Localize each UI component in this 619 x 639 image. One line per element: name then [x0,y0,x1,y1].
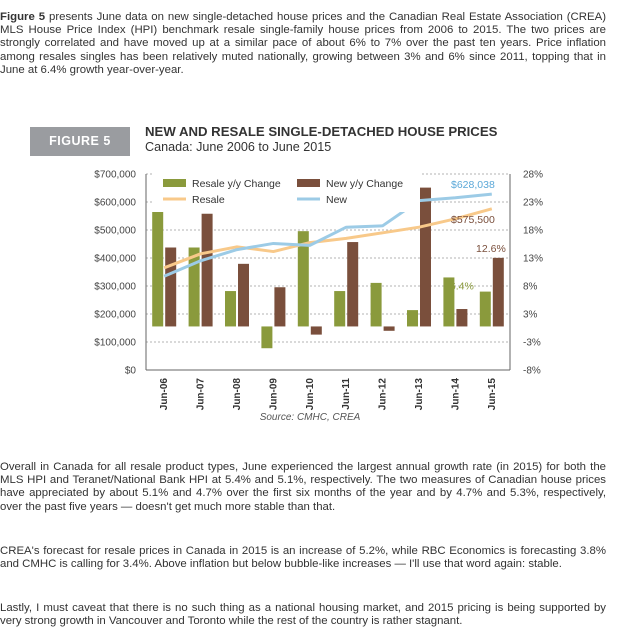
bar [420,188,431,327]
x-tick-label: Jun-13 [414,378,425,411]
right-axis-tick-label: 3% [523,309,538,321]
bar [152,200,163,327]
annotation-resale-price: $575,500 [451,213,495,226]
figure-badge: FIGURE 5 [30,127,130,156]
chart-title: NEW AND RESALE SINGLE-DETACHED HOUSE PRICES [145,124,498,139]
annotation-new-change: 12.6% [476,242,506,255]
bar [334,291,345,326]
bar [407,310,418,326]
bar [274,287,285,326]
annotation-resale-change: 6.4% [449,280,474,293]
body-paragraph-1: Overall in Canada for all resale product types, June experienced the largest annual growth rate (in 2015) for both the MLS HPI and Teranet/National Bank HPI at 5.4% and 5.1%, respectively. The two measures of Canadian house prices have appreciated by about 5.1% and 4.7% over the first six months of the year and by 4.7% and 5.3%, respectively, over the past five years — doesn't get much more stable than that. [0,461,606,513]
left-axis-tick-label: $300,000 [94,281,136,293]
x-tick-label: Jun-09 [268,378,280,411]
intro-text: presents June data on new single-detached house prices and the Canadian Real Estate Association (CREA) MLS House Price Index (HPI) benchmark resale single-family house prices from 2006 to 2015. The two prices are strongly correlated and have moved up at a similar pace of about 6% to 7% over the past ten years. Price inflation among resales singles has been relatively muted nationally, growing between 3% and 6% since 2011, topping that in June at 6.4% growth year-over-year. [0,11,606,76]
left-axis-tick-label: $600,000 [94,197,136,209]
chart-subtitle: Canada: June 2006 to June 2015 [145,140,332,154]
right-axis-tick-label: 23% [523,197,544,209]
chart-source: Source: CMHC, CREA [259,412,361,423]
bar [202,214,213,327]
x-tick-label: Jun-10 [304,378,316,411]
bar [480,292,491,327]
right-axis-tick-label: -8% [523,365,541,377]
bar [456,309,467,326]
x-tick-label: Jun-11 [341,378,353,410]
x-tick-label: Jun-06 [159,378,171,411]
bar [347,242,358,326]
body-paragraph-3: Lastly, I must caveat that there is no such thing as a national housing market, and 2015 pricing is being supported by very strong growth in Vancouver and Toronto while the rest of the country is rather stagnant. [0,602,606,628]
legend-label: Resale y/y Change [192,178,281,190]
legend-swatch [297,179,320,187]
right-axis-tick-label: 8% [523,281,538,293]
bar [261,326,272,348]
x-tick-label: Jun-07 [195,378,207,411]
x-tick-label: Jun-15 [486,378,498,411]
series-line [164,209,492,268]
legend-label: New y/y Change [326,178,404,190]
bar [493,258,504,327]
bar [238,264,249,327]
left-axis-tick-label: $0 [124,365,136,377]
left-axis-tick-label: $700,000 [94,169,136,181]
x-tick-label: Jun-12 [377,378,389,411]
right-axis-tick-label: 28% [523,169,544,181]
bar [371,283,382,327]
bar [384,326,395,330]
annotation-new-price: $628,038 [451,179,495,192]
right-axis-tick-label: 18% [523,225,544,237]
body-paragraph-2: CREA's forecast for resale prices in Canada in 2015 is an increase of 5.2%, while RBC Economics is forecasting 3.8% and CMHC is calling for 3.4%. Above inflation but below bubble-like increases — I'll use that word again: stable. [0,545,606,571]
right-axis-tick-label: -3% [523,337,541,349]
left-axis-tick-label: $400,000 [94,253,136,265]
chart-legend [152,172,420,212]
legend-label: Resale [192,194,225,206]
left-axis-tick-label: $200,000 [94,309,136,321]
bar [165,248,176,327]
legend-label: New [326,194,348,206]
x-tick-label: Jun-08 [232,378,243,411]
left-axis-tick-label: $100,000 [94,337,136,349]
legend-swatch [163,179,186,187]
right-axis-tick-label: 13% [523,253,544,265]
bar [225,291,236,326]
figure-reference: Figure 5 [0,11,46,23]
left-axis-tick-label: $500,000 [94,225,136,237]
x-tick-label: Jun-14 [450,378,462,411]
bar [311,326,322,334]
